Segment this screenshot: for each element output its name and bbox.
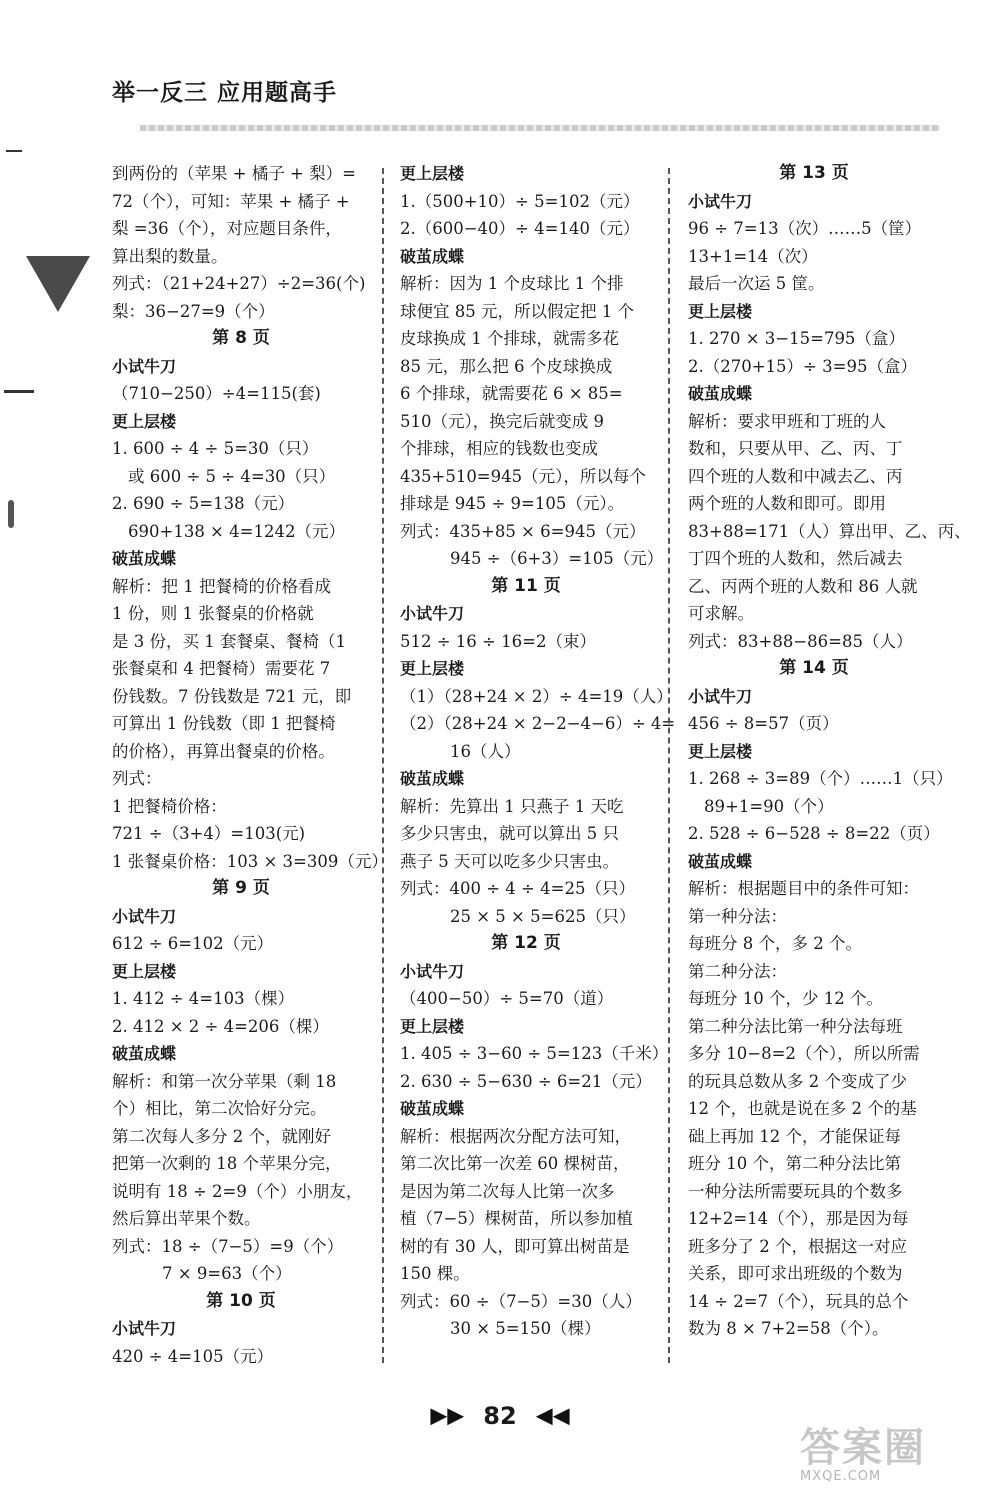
answer-line: 球便宜 85 元，所以假定把 1 个 xyxy=(400,301,634,321)
answer-line: 或 600 ÷ 5 ÷ 4=30（只） xyxy=(128,466,336,486)
answer-line: 份钱数。7 份钱数是 721 元，即 xyxy=(112,686,352,706)
answer-line: 说明有 18 ÷ 2=9（个）小朋友， xyxy=(112,1181,363,1201)
answer-line: （1）（28+24 × 2）÷ 4=19（人） xyxy=(400,686,673,706)
answer-line: 张餐桌和 4 把餐椅）需要花 7 xyxy=(112,659,331,678)
page-heading: 第 9 页 xyxy=(212,878,270,898)
forward-arrows-icon: ▶▶ xyxy=(430,1403,465,1429)
answer-line: 510（元），换完后就变成 9 xyxy=(400,411,604,431)
answer-line: 721 ÷（3+4）=103(元) xyxy=(112,824,306,843)
answer-line: 植（7−5）棵树苗，所以参加植 xyxy=(400,1209,633,1228)
answer-line: 班分 10 个，第二种分法比第 xyxy=(688,1154,901,1173)
answer-line: 可算出 1 份钱数（即 1 把餐椅 xyxy=(112,714,336,733)
answer-line: 2. 528 ÷ 6−528 ÷ 8=22（页） xyxy=(688,824,940,843)
answer-line: 个排球，相应的钱数也变成 xyxy=(400,439,598,458)
answer-line: 解析：根据两次分配方法可知， xyxy=(400,1126,631,1146)
answer-line: 96 ÷ 7=13（次）……5（筐） xyxy=(688,219,922,238)
answer-line: 梨 =36（个），对应题目条件， xyxy=(112,219,342,238)
page-heading: 第 8 页 xyxy=(212,328,270,348)
answer-line: 6 个排球，就需要花 6 × 85= xyxy=(400,384,623,403)
answer-line: 420 ÷ 4=105（元） xyxy=(112,1346,274,1366)
column-divider xyxy=(382,168,384,1363)
answer-line: 2. 630 ÷ 5−630 ÷ 6=21（元） xyxy=(400,1071,652,1091)
answer-line: 12+2=14（个），那是因为每 xyxy=(688,1209,909,1228)
answer-line: 每班分 10 个，少 12 个。 xyxy=(688,989,883,1008)
answer-line: 12 个，也就是说在多 2 个的基 xyxy=(688,1099,917,1118)
answer-line: 7 × 9=63（个） xyxy=(162,1264,292,1283)
answer-line: 解析：和第一次分苹果（剩 18 xyxy=(112,1071,337,1091)
answer-line: 梨：36−27=9（个） xyxy=(112,301,275,321)
answer-line: （710−250）÷4=115(套) xyxy=(112,384,321,403)
answer-line: 第一种分法： xyxy=(688,906,787,926)
answer-line: 2.（270+15）÷ 3=95（盒） xyxy=(688,356,917,376)
answer-line: 个）相比，第二次恰好分完。 xyxy=(112,1099,327,1118)
answer-line: 89+1=90（个） xyxy=(704,796,834,816)
section-heading: 破茧成蝶 xyxy=(688,384,753,403)
section-heading: 破茧成蝶 xyxy=(400,246,465,266)
answer-line: 1. 600 ÷ 4 ÷ 5=30（只） xyxy=(112,439,319,458)
header-rule xyxy=(140,125,940,131)
answer-line: 四个班的人数和中减去乙、丙 xyxy=(688,466,903,486)
answer-line: 2. 690 ÷ 5=138（元） xyxy=(112,494,295,513)
answer-line: 72（个），可知：苹果 + 橘子 + xyxy=(112,191,350,211)
answer-line: 每班分 8 个，多 2 个。 xyxy=(688,934,862,953)
section-heading: 小试牛刀 xyxy=(112,356,177,376)
answer-line: 多少只害虫，就可以算出 5 只 xyxy=(400,824,619,843)
answer-line: 1. 405 ÷ 3−60 ÷ 5=123（千米） xyxy=(400,1044,669,1063)
answer-line: 的价格），再算出餐桌的价格。 xyxy=(112,741,335,761)
answer-line: 435+510=945（元），所以每个 xyxy=(400,466,646,486)
answer-line: 解析：把 1 把餐椅的价格看成 xyxy=(112,576,331,596)
answer-line: 2. 412 × 2 ÷ 4=206（棵） xyxy=(112,1016,329,1036)
answer-line: 两个班的人数和即可。即用 xyxy=(688,494,886,513)
section-heading: 小试牛刀 xyxy=(400,961,465,981)
answer-line: 列式：435+85 × 6=945（元） xyxy=(400,521,646,541)
answer-line: 1.（500+10）÷ 5=102（元） xyxy=(400,191,640,211)
answer-line: 一种分法所需要玩具的个数多 xyxy=(688,1181,903,1201)
answer-line: 最后一次运 5 筐。 xyxy=(688,274,825,293)
answer-line: 是 3 份，买 1 套餐桌、餐椅（1 xyxy=(112,631,346,651)
answer-line: 多分 10−8=2（个），所以所需 xyxy=(688,1044,920,1063)
answer-line: 1. 270 × 3−15=795（盒） xyxy=(688,329,905,348)
answer-line: 30 × 5=150（棵） xyxy=(450,1319,601,1338)
section-heading: 破茧成蝶 xyxy=(112,549,177,568)
answer-line: 1 张餐桌价格：103 × 3=309（元） xyxy=(112,851,388,871)
column-1 xyxy=(112,160,388,1370)
section-heading: 小试牛刀 xyxy=(688,191,753,211)
answer-line: 到两份的（苹果 + 橘子 + 梨）= xyxy=(112,164,356,183)
page-number: 82 xyxy=(483,1402,517,1430)
margin-mark xyxy=(6,150,22,152)
answer-line: 数和，只要从甲、乙、丙、丁 xyxy=(688,439,903,458)
answer-line: 丁四个班的人数和，然后减去 xyxy=(688,549,903,568)
margin-mark xyxy=(4,390,34,393)
answer-line: 班多分了 2 个，根据这一对应 xyxy=(688,1236,907,1256)
answer-line: 612 ÷ 6=102（元） xyxy=(112,934,274,953)
answer-line: 燕子 5 天可以吃多少只害虫。 xyxy=(400,851,619,871)
margin-triangle-decoration xyxy=(26,256,90,312)
answer-line: 83+88=171（人）算出甲、乙、丙、 xyxy=(688,521,971,541)
answer-line: 把第一次剩的 18 个苹果分完， xyxy=(112,1154,342,1173)
section-heading: 小试牛刀 xyxy=(112,906,177,926)
answer-line: 解析：根据题目中的条件可知： xyxy=(688,879,919,898)
section-heading: 更上层楼 xyxy=(400,1016,465,1036)
answer-line: 第二种分法： xyxy=(688,961,787,981)
answer-line: 解析：先算出 1 只燕子 1 天吃 xyxy=(400,796,624,816)
watermark xyxy=(800,1416,990,1486)
column-divider xyxy=(668,168,670,1363)
answer-line: 1 份，则 1 张餐桌的价格就 xyxy=(112,604,314,623)
answer-line: 解析：因为 1 个皮球比 1 个排 xyxy=(400,274,624,293)
answer-line: 第二种分法比第一种分法每班 xyxy=(688,1016,903,1036)
section-heading: 更上层楼 xyxy=(400,164,465,183)
answer-line: （400−50）÷ 5=70（道） xyxy=(400,989,614,1008)
answer-line: 数为 8 × 7+2=58（个）。 xyxy=(688,1319,889,1338)
answer-line: 解析：要求甲班和丁班的人 xyxy=(688,411,886,431)
page-heading: 第 14 页 xyxy=(779,658,849,678)
answer-line: （2）（28+24 × 2−2−4−6）÷ 4= xyxy=(400,714,676,733)
backward-arrows-icon: ◀◀ xyxy=(535,1403,570,1429)
section-heading: 小试牛刀 xyxy=(112,1319,177,1338)
answer-line: 13+1=14（次） xyxy=(688,246,818,266)
answer-line: 列式：（21+24+27）÷2=36(个) xyxy=(112,274,366,293)
answer-line: 列式：60 ÷（7−5）=30（人） xyxy=(400,1291,642,1311)
answer-line: 1. 268 ÷ 3=89（个）……1（只） xyxy=(688,769,953,788)
section-heading: 小试牛刀 xyxy=(688,686,753,706)
section-heading: 更上层楼 xyxy=(688,741,753,761)
page-heading: 第 11 页 xyxy=(491,575,561,596)
section-heading: 更上层楼 xyxy=(688,301,753,321)
answer-line: 1 把餐椅价格： xyxy=(112,796,227,816)
answer-line: 列式： xyxy=(112,769,162,788)
answer-line: 然后算出苹果个数。 xyxy=(112,1209,261,1228)
answer-line: 945 ÷（6+3）=105（元） xyxy=(450,549,664,568)
answer-line: 关系，即可求出班级的个数为 xyxy=(688,1264,903,1283)
answer-line: 690+138 × 4=1242（元） xyxy=(128,521,345,541)
watermark-url: MXQE.COM xyxy=(800,1469,882,1484)
answer-line: 列式：400 ÷ 4 ÷ 4=25（只） xyxy=(400,879,635,898)
answer-line: 16（人） xyxy=(450,741,521,761)
section-heading: 小试牛刀 xyxy=(400,604,465,623)
page-heading: 第 10 页 xyxy=(206,1290,276,1311)
answer-line: 皮球换成 1 个排球，就需多花 xyxy=(400,329,619,348)
answer-line: 150 棵。 xyxy=(400,1264,470,1283)
answer-line: 乙、丙两个班的人数和 86 人就 xyxy=(688,576,918,596)
answer-line: 456 ÷ 8=57（页） xyxy=(688,714,839,733)
answer-line: 的玩具总数从多 2 个变成了少 xyxy=(688,1071,907,1091)
margin-mark xyxy=(8,500,14,528)
watermark-logo: 答案圈 xyxy=(800,1425,926,1471)
column-3 xyxy=(688,160,971,1343)
answer-line: 1. 412 ÷ 4=103（棵） xyxy=(112,989,295,1008)
page-header-title: 举一反三 应用题高手 xyxy=(112,80,338,106)
page-heading: 第 13 页 xyxy=(779,163,849,183)
answer-line: 树的有 30 人，即可算出树苗是 xyxy=(400,1236,630,1256)
section-heading: 破茧成蝶 xyxy=(400,1099,465,1118)
answer-line: 第二次每人多分 2 个，就刚好 xyxy=(112,1126,331,1146)
answer-line: 2.（600−40）÷ 4=140（元） xyxy=(400,219,640,238)
answer-line: 算出梨的数量。 xyxy=(112,246,228,266)
answer-line: 列式：18 ÷（7−5）=9（个） xyxy=(112,1236,344,1256)
column-2 xyxy=(400,160,676,1343)
section-heading: 更上层楼 xyxy=(400,659,465,678)
section-heading: 破茧成蝶 xyxy=(400,769,465,788)
answer-line: 列式：83+88−86=85（人） xyxy=(688,631,913,651)
answer-line: 25 × 5 × 5=625（只） xyxy=(450,906,636,926)
answer-line: 第二次比第一次差 60 棵树苗， xyxy=(400,1154,630,1173)
answer-line: 排球是 945 ÷ 9=105（元）。 xyxy=(400,494,625,513)
section-heading: 更上层楼 xyxy=(112,411,177,431)
page-heading: 第 12 页 xyxy=(491,933,561,953)
answer-line: 85 元，那么把 6 个皮球换成 xyxy=(400,356,613,376)
answer-line: 14 ÷ 2=7（个），玩具的总个 xyxy=(688,1291,909,1311)
section-heading: 更上层楼 xyxy=(112,961,177,981)
answer-line: 础上再加 12 个，才能保证每 xyxy=(688,1126,901,1146)
answer-line: 512 ÷ 16 ÷ 16=2（束） xyxy=(400,631,596,651)
answer-line: 是因为第二次每人比第一次多 xyxy=(400,1181,615,1201)
section-heading: 破茧成蝶 xyxy=(112,1044,177,1063)
answer-line: 可求解。 xyxy=(688,604,754,623)
section-heading: 破茧成蝶 xyxy=(688,851,753,871)
